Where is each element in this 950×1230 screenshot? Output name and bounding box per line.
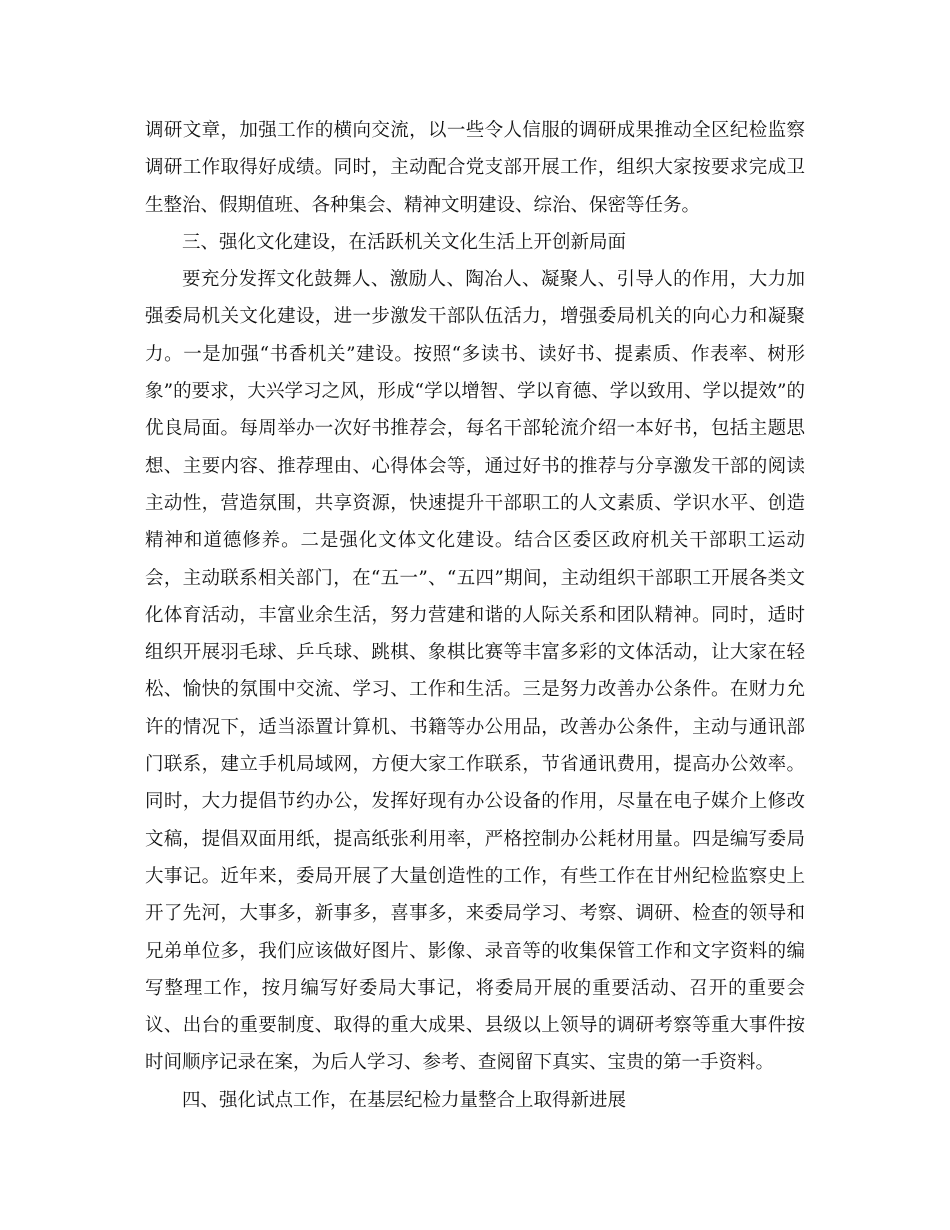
section-heading-four: 四、强化试点工作，在基层纪检力量整合上取得新进展 bbox=[182, 1089, 627, 1111]
document-body bbox=[145, 112, 805, 1119]
section-heading-three: 三、强化文化建设，在活跃机关文化生活上开创新局面 bbox=[182, 231, 627, 253]
paragraph-culture-building: 要充分发挥文化鼓舞人、激励人、陶冶人、凝聚人、引导人的作用，大力加强委局机关文化建设，进一步激发干部队伍活力，增强委局机关的向心力和凝聚力。一是加强“书香机关”建设。按照“多读书、读好书、提素质、作表率、树形象”的要求，大兴学习之风，形成“学以增智、学以育德、学以致用、学以提效”的优良局面。每周举办一次好书推荐会，每名干部轮流介绍一本好书，包括主题思想、主要内容、推荐理由、心得体会等，通过好书的推荐与分享激发干部的阅读主动性，营造氛围，共享资源，快速提升干部职工的人文素质、学识水平、创造精神和道德修养。二是强化文体文化建设。结合区委区政府机关干部职工运动会，主动联系相关部门，在“五一”、“五四”期间，主动组织干部职工开展各类文化体育活动，丰富业余生活，努力营建和谐的人际关系和团队精神。同时，适时组织开展羽毛球、乒乓球、跳棋、象棋比赛等丰富多彩的文体活动，让大家在轻松、愉快的氛围中交流、学习、工作和生活。三是努力改善办公条件。在财力允许的情况下，适当添置计算机、书籍等办公用品，改善办公条件，主动与通讯部门联系，建立手机局域网，方便大家工作联系，节省通讯费用，提高办公效率。同时，大力提倡节约办公，发挥好现有办公设备的作用，尽量在电子媒介上修改文稿，提倡双面用纸，提高纸张利用率，严格控制办公耗材用量。四是编写委局大事记。近年来，委局开展了大量创造性的工作，有些工作在甘州纪检监察史上开了先河，大事多，新事多，喜事多，来委局学习、考察、调研、检查的领导和兄弟单位多，我们应该做好图片、影像、录音等的收集保管工作和文字资料的编写整理工作，按月编写好委局大事记，将委局开展的重要活动、召开的重要会议、出台的重要制度、取得的重大成果、县级以上领导的调研考察等重大事件按时间顺序记录在案，为后人学习、参考、查阅留下真实、宝贵的第一手资料。 bbox=[145, 269, 805, 1074]
paragraph-continuation: 调研文章，加强工作的横向交流，以一些令人信服的调研成果推动全区纪检监察调研工作取得好成绩。同时，主动配合党支部开展工作，组织大家按要求完成卫生整治、假期值班、各种集会、精神文明建设、综治、保密等任务。 bbox=[145, 120, 805, 216]
